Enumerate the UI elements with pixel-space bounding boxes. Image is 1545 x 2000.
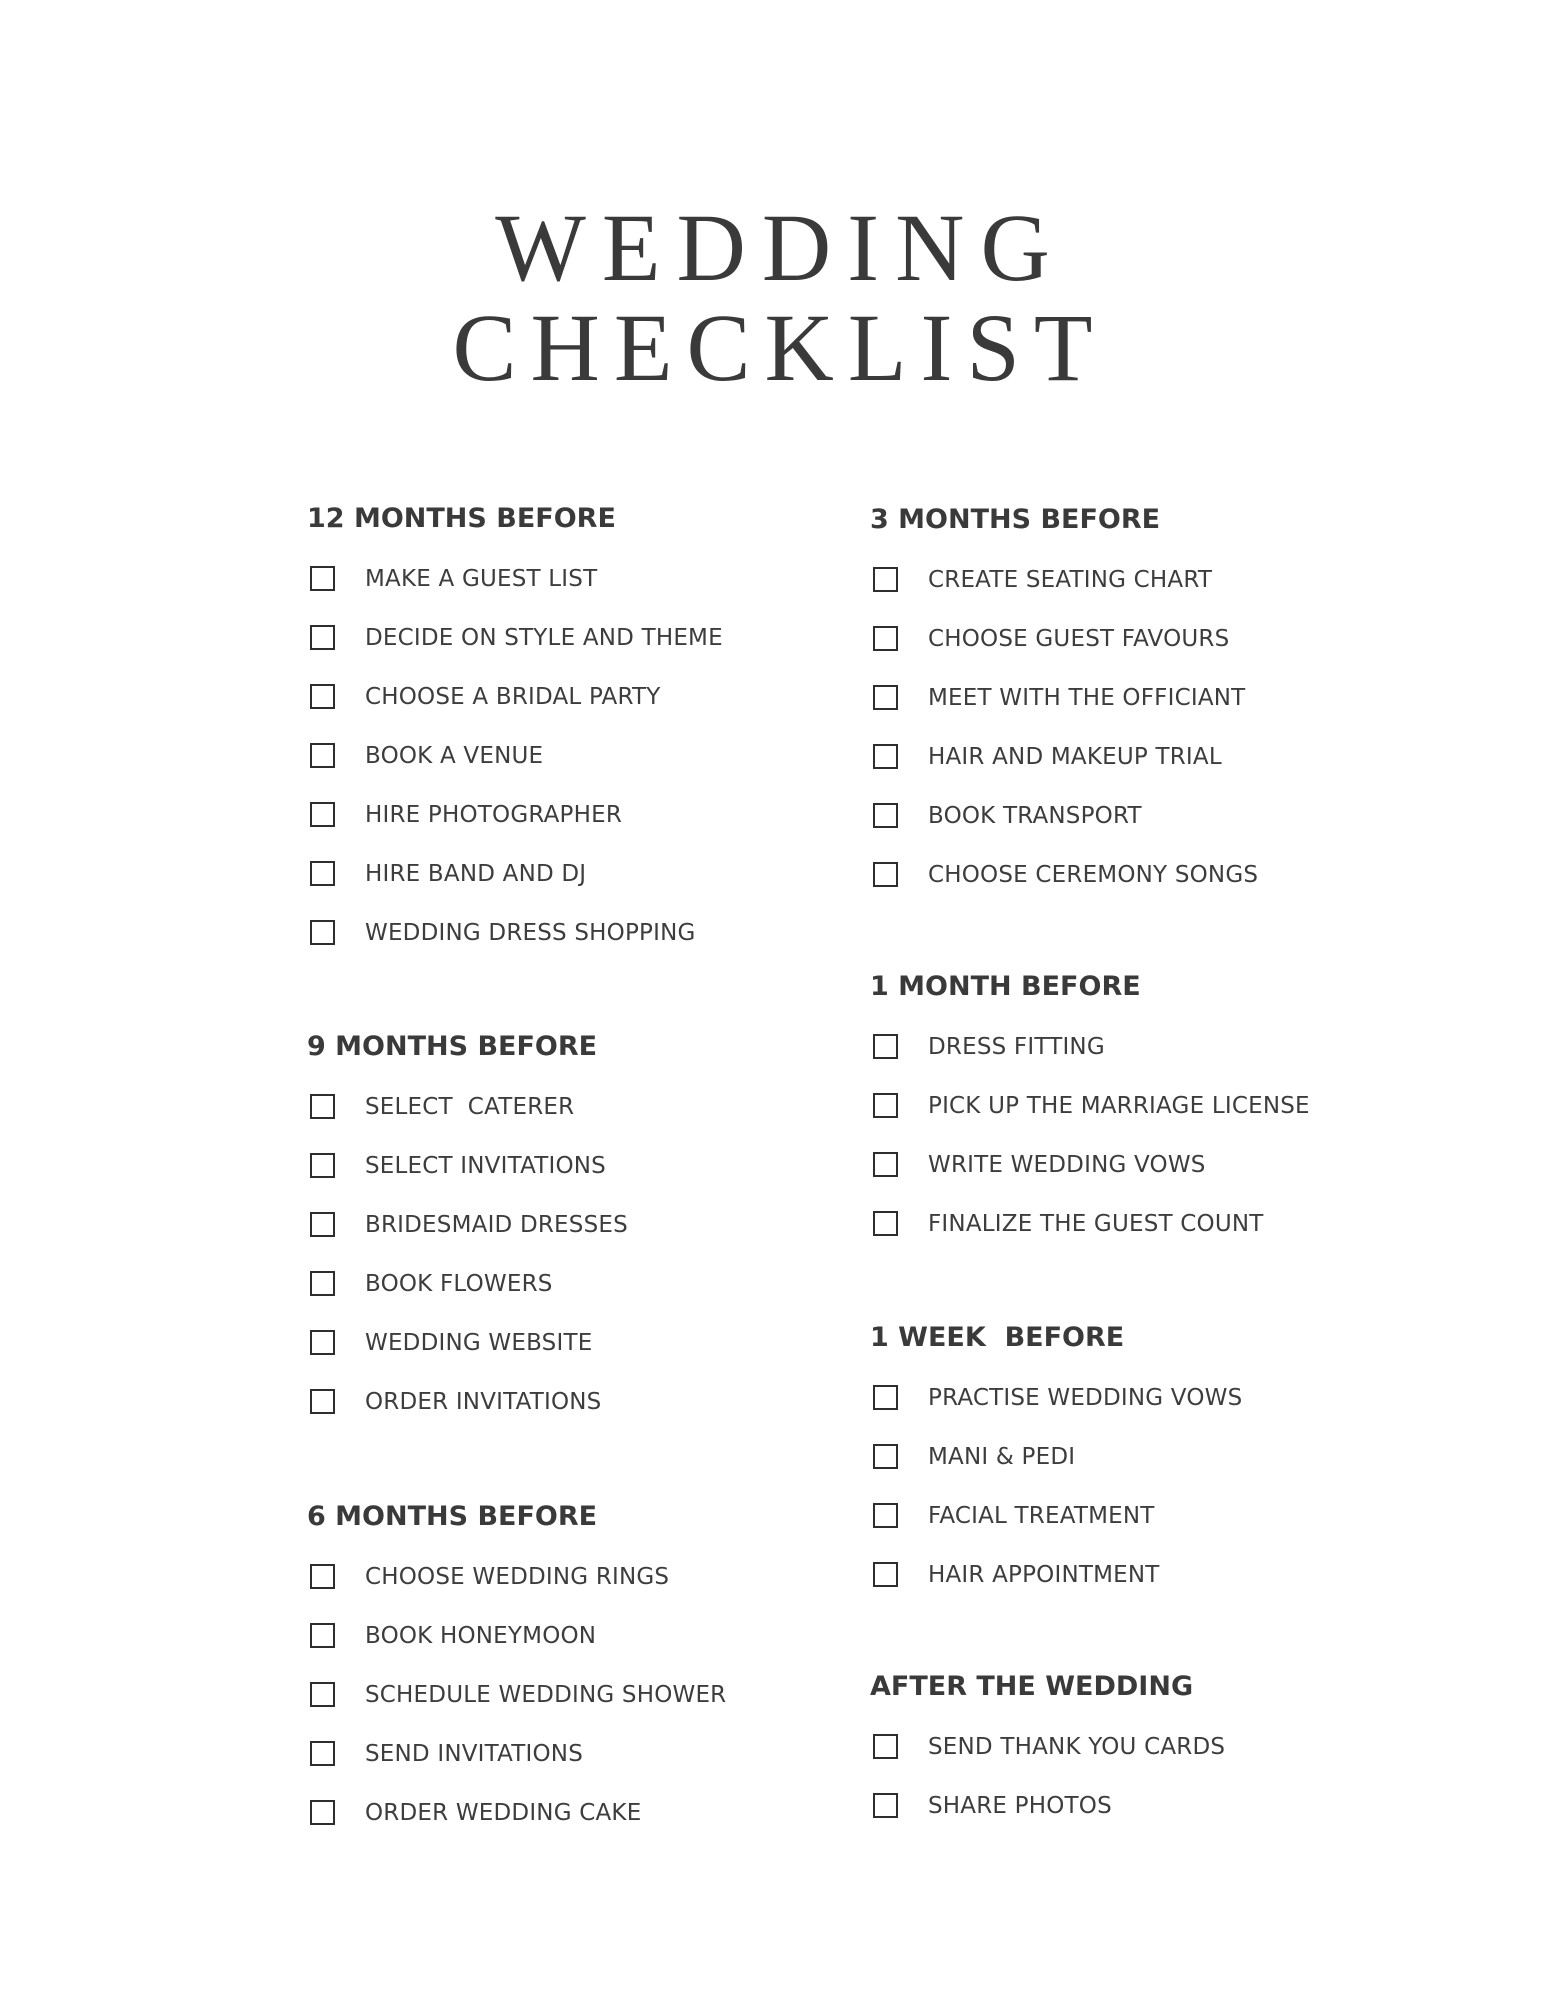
checkbox[interactable] xyxy=(310,743,335,768)
checkbox[interactable] xyxy=(310,1153,335,1178)
checkbox[interactable] xyxy=(310,1623,335,1648)
checklist-item-label: SELECT CATERER xyxy=(365,1093,575,1120)
checkbox[interactable] xyxy=(873,567,898,592)
checklist-item-label: SELECT INVITATIONS xyxy=(365,1152,606,1179)
checkbox[interactable] xyxy=(310,861,335,886)
checklist-item xyxy=(307,608,847,667)
checklist-item-label: SCHEDULE WEDDING SHOWER xyxy=(365,1681,727,1708)
checkbox[interactable] xyxy=(873,1793,898,1818)
checklist-item xyxy=(307,549,847,608)
checklist-item xyxy=(870,1486,1410,1545)
checklist-item-label: CREATE SEATING CHART xyxy=(928,566,1213,593)
checklist-item-label: HAIR APPOINTMENT xyxy=(928,1561,1160,1588)
page-title-line-2: CHECKLIST xyxy=(452,294,1107,401)
checklist-item-label: BOOK HONEYMOON xyxy=(365,1622,597,1649)
checkbox[interactable] xyxy=(310,566,335,591)
checkbox[interactable] xyxy=(310,684,335,709)
checklist-item xyxy=(307,1077,847,1136)
checklist-item xyxy=(870,1776,1410,1835)
checklist-item xyxy=(870,609,1410,668)
checklist-item-label: CHOOSE CEREMONY SONGS xyxy=(928,861,1259,888)
section-9-months xyxy=(307,1030,847,1431)
checklist-item-label: CHOOSE GUEST FAVOURS xyxy=(928,625,1230,652)
checkbox[interactable] xyxy=(873,1034,898,1059)
section-heading: 9 MONTHS BEFORE xyxy=(307,1031,598,1062)
checklist-item-label: PICK UP THE MARRIAGE LICENSE xyxy=(928,1092,1310,1119)
checkbox[interactable] xyxy=(873,862,898,887)
checklist-item-label: DRESS FITTING xyxy=(928,1033,1105,1060)
checklist-item-label: FINALIZE THE GUEST COUNT xyxy=(928,1210,1264,1237)
checkbox[interactable] xyxy=(873,1734,898,1759)
checkbox[interactable] xyxy=(873,1211,898,1236)
checkbox[interactable] xyxy=(873,1093,898,1118)
checklist-item xyxy=(870,1076,1410,1135)
checkbox[interactable] xyxy=(873,1562,898,1587)
section-heading: 1 MONTH BEFORE xyxy=(870,971,1141,1002)
checkbox[interactable] xyxy=(310,1212,335,1237)
checklist-item-label: MAKE A GUEST LIST xyxy=(365,565,598,592)
checklist-item xyxy=(870,1545,1410,1604)
checklist-item-label: HIRE PHOTOGRAPHER xyxy=(365,801,623,828)
section-6-months xyxy=(307,1500,847,1842)
checkbox[interactable] xyxy=(310,1271,335,1296)
checkbox[interactable] xyxy=(310,1330,335,1355)
checkbox[interactable] xyxy=(873,744,898,769)
checkbox[interactable] xyxy=(873,685,898,710)
checklist-item xyxy=(307,1313,847,1372)
checklist-item xyxy=(870,1017,1410,1076)
checkbox[interactable] xyxy=(873,803,898,828)
checkbox[interactable] xyxy=(310,802,335,827)
checkbox[interactable] xyxy=(310,1800,335,1825)
section-heading: 12 MONTHS BEFORE xyxy=(307,503,616,534)
checkbox[interactable] xyxy=(873,1444,898,1469)
checklist-item-label: BOOK FLOWERS xyxy=(365,1270,553,1297)
checklist-item-label: HAIR AND MAKEUP TRIAL xyxy=(928,743,1222,770)
checkbox[interactable] xyxy=(310,1564,335,1589)
checklist-item xyxy=(307,1606,847,1665)
checklist-item-label: SEND INVITATIONS xyxy=(365,1740,584,1767)
checklist-item xyxy=(307,726,847,785)
section-heading: 3 MONTHS BEFORE xyxy=(870,504,1161,535)
checklist-item-label: BRIDESMAID DRESSES xyxy=(365,1211,628,1238)
checklist-item-label: MEET WITH THE OFFICIANT xyxy=(928,684,1246,711)
checklist-item xyxy=(870,1194,1410,1253)
checklist-item xyxy=(307,1783,847,1842)
checklist-item xyxy=(307,1254,847,1313)
checklist-item xyxy=(307,844,847,903)
checklist-item xyxy=(870,550,1410,609)
checklist-item-label: BOOK A VENUE xyxy=(365,742,544,769)
checklist-item xyxy=(307,1724,847,1783)
checklist-item-label: HIRE BAND AND DJ xyxy=(365,860,587,887)
checkbox[interactable] xyxy=(873,1152,898,1177)
checklist-item xyxy=(307,1547,847,1606)
checkbox[interactable] xyxy=(873,1503,898,1528)
checklist-item xyxy=(307,1372,847,1431)
checklist-item-label: PRACTISE WEDDING VOWS xyxy=(928,1384,1243,1411)
checklist-item xyxy=(870,1135,1410,1194)
checklist-item xyxy=(870,1368,1410,1427)
checkbox[interactable] xyxy=(873,626,898,651)
checkbox[interactable] xyxy=(310,1682,335,1707)
checklist-item-label: WEDDING DRESS SHOPPING xyxy=(365,919,696,946)
checklist-item xyxy=(307,785,847,844)
checklist-item xyxy=(870,1427,1410,1486)
section-12-months xyxy=(307,502,847,962)
checklist-item xyxy=(307,1665,847,1724)
checklist-item xyxy=(870,668,1410,727)
checklist-item xyxy=(307,667,847,726)
section-heading: 6 MONTHS BEFORE xyxy=(307,1501,598,1532)
checkbox[interactable] xyxy=(310,1389,335,1414)
checklist-item xyxy=(870,845,1410,904)
checkbox[interactable] xyxy=(310,625,335,650)
checklist-item xyxy=(870,786,1410,845)
checklist-item-label: ORDER WEDDING CAKE xyxy=(365,1799,642,1826)
checklist-item xyxy=(307,1136,847,1195)
section-1-week xyxy=(870,1321,1410,1604)
checklist-item-label: WRITE WEDDING VOWS xyxy=(928,1151,1206,1178)
checkbox[interactable] xyxy=(873,1385,898,1410)
page-title-line-1: WEDDING xyxy=(495,194,1066,301)
checklist-item xyxy=(307,903,847,962)
checklist-item-label: DECIDE ON STYLE AND THEME xyxy=(365,624,723,651)
checklist-item-label: MANI & PEDI xyxy=(928,1443,1076,1470)
checklist-item xyxy=(870,1717,1410,1776)
section-1-month xyxy=(870,970,1410,1253)
section-after-wedding xyxy=(870,1670,1410,1835)
checkbox[interactable] xyxy=(310,920,335,945)
checklist-item-label: WEDDING WEBSITE xyxy=(365,1329,593,1356)
section-3-months xyxy=(870,503,1410,904)
checklist-item-label: CHOOSE WEDDING RINGS xyxy=(365,1563,670,1590)
checklist-item-label: BOOK TRANSPORT xyxy=(928,802,1142,829)
checkbox[interactable] xyxy=(310,1094,335,1119)
section-heading: AFTER THE WEDDING xyxy=(870,1671,1194,1702)
checkbox[interactable] xyxy=(310,1741,335,1766)
checklist-item-label: ORDER INVITATIONS xyxy=(365,1388,602,1415)
checklist-item-label: FACIAL TREATMENT xyxy=(928,1502,1155,1529)
checklist-item-label: SEND THANK YOU CARDS xyxy=(928,1733,1226,1760)
checklist-item-label: SHARE PHOTOS xyxy=(928,1792,1112,1819)
section-heading: 1 WEEK BEFORE xyxy=(870,1322,1125,1353)
checklist-item xyxy=(870,727,1410,786)
checklist-item-label: CHOOSE A BRIDAL PARTY xyxy=(365,683,661,710)
checklist-item xyxy=(307,1195,847,1254)
